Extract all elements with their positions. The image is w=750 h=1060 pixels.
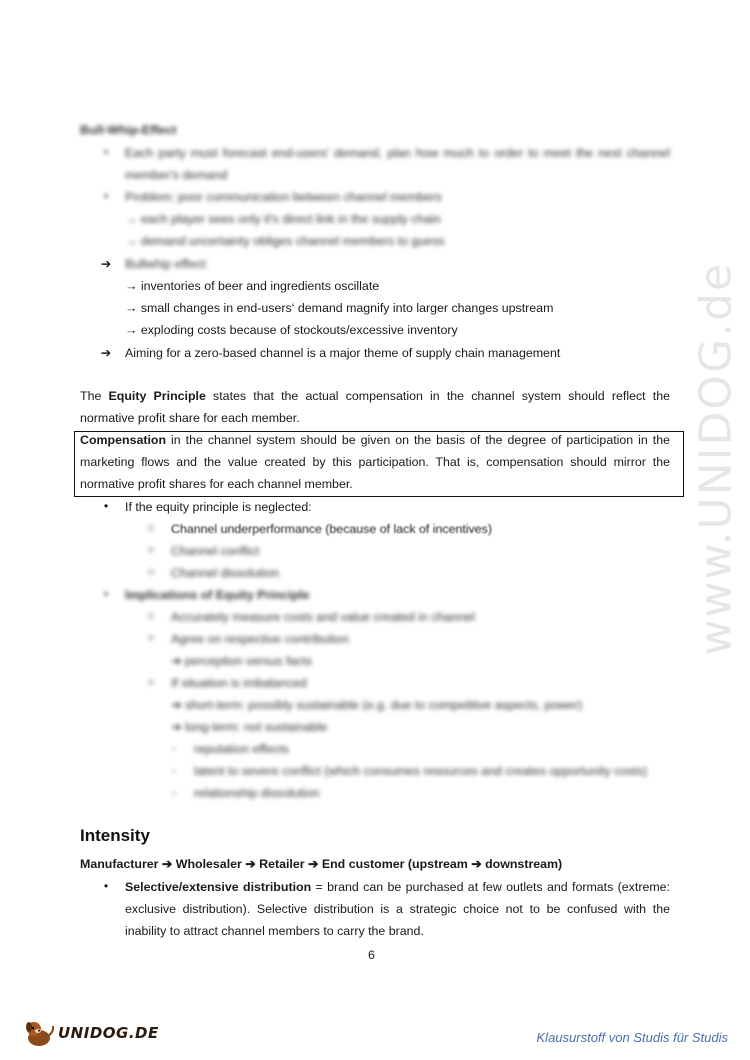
dash-bullet: - (171, 741, 177, 755)
dash-bullet: - (171, 763, 177, 777)
selective-distribution-line-2: exclusive distribution). Selective distribution is a strategic choice not to be confused with the (125, 902, 670, 916)
blurred-channel-dissolution: Channel dissolution (171, 566, 280, 580)
bullwhip-point-1: → inventories of beer and ingredients oscillate (125, 279, 380, 293)
blurred-section-title: Bull-Whip-Effect (80, 123, 177, 137)
blurred-bullet-1-line-2: member's demand (125, 168, 228, 182)
equity-paragraph-line-1: The Equity Principle states that the actual compensation in the channel system should reflect the (80, 389, 670, 403)
compensation-line-3: normative profit shares for each channel member. (80, 477, 353, 491)
blurred-implication-3e: relationship dissolution (194, 786, 320, 800)
circle-bullet-icon: ○ (147, 565, 155, 579)
bullet-dot: • (103, 189, 109, 203)
logo-text: UNIDOG.DE (58, 1024, 159, 1042)
compensation-line-2: marketing flows and the value created by this participation. That is, compensation should mirror the (80, 455, 670, 469)
dash-bullet: - (171, 785, 177, 799)
blurred-implication-3c: reputation effects (194, 742, 289, 756)
blurred-implications-title: Implications of Equity Principle (125, 588, 310, 602)
circle-bullet-icon: ○ (147, 543, 155, 557)
bullet-dot: • (103, 145, 109, 159)
selective-distribution-line-3: inability to attract channel members to carry the brand. (125, 924, 424, 938)
blurred-implication-3d: latent to severe conflict (which consumes resources and creates opportunity costs) (194, 764, 648, 778)
circle-bullet-icon: ○ (147, 609, 155, 623)
watermark: www.UNIDOG.de (690, 261, 742, 656)
blurred-bullet-2-line-1: Problem: poor communication between channel members (125, 190, 442, 204)
blurred-channel-conflict: Channel conflict (171, 544, 260, 558)
bullet-dot: • (103, 879, 109, 893)
dog-icon (22, 1018, 56, 1048)
circle-bullet-icon: ○ (147, 675, 155, 689)
arrow-bullet-icon: ➔ (100, 257, 112, 271)
circle-bullet-icon: ○ (147, 521, 155, 535)
blurred-bullet-2-line-2: → each player sees only it's direct link in the supply chain (125, 212, 441, 226)
blurred-implication-2: Agree on respective contribution (171, 632, 349, 646)
equity-paragraph-line-2: normative profit share for each member. (80, 411, 300, 425)
footer-slogan: Klausurstoff von Studis für Studis (536, 1030, 728, 1045)
bullet-dot: • (103, 587, 109, 601)
unidog-logo (22, 1018, 159, 1048)
selective-distribution-line-1: Selective/extensive distribution = brand can be purchased at few outlets and formats (extreme: (125, 880, 670, 894)
blurred-bullet-1-line-1: Each party must forecast end-users' demand, plan how much to order to meet the next channel (125, 146, 670, 160)
compensation-line-1: Compensation in the channel system should be given on the basis of the degree of participation in the (80, 433, 670, 447)
blurred-implication-2a: ➔ perception versus facts (171, 654, 313, 668)
bullwhip-point-2: → small changes in end-users‘ demand magnify into larger changes upstream (125, 301, 554, 315)
blurred-bullet-2-line-3: → demand uncertainty obliges channel members to guess (125, 234, 445, 248)
bullet-dot: • (103, 499, 109, 513)
page-number: 6 (368, 948, 375, 962)
blurred-implication-3: If situation is imbalanced (171, 676, 307, 690)
zero-based-channel-note: Aiming for a zero-based channel is a major theme of supply chain management (125, 346, 561, 360)
underperformance-item: Channel underperformance (because of lack of incentives) (171, 522, 492, 536)
circle-bullet-icon: ○ (147, 631, 155, 645)
distribution-chain: Manufacturer ➔ Wholesaler ➔ Retailer ➔ End customer (upstream ➔ downstream) (80, 857, 563, 871)
blurred-implication-1: Accurately measure costs and value created in channel (171, 610, 475, 624)
blurred-implication-3b: ➔ long-term: not sustainable (171, 720, 328, 734)
bullwhip-point-3: → exploding costs because of stockouts/excessive inventory (125, 323, 458, 337)
intensity-heading: Intensity (80, 826, 150, 845)
blurred-implication-3a: ➔ short-term: possibly sustainable (e.g. due to competitive aspects, power) (171, 698, 583, 712)
arrow-bullet-icon: ➔ (100, 346, 112, 360)
bullwhip-heading: Bullwhip effect: (125, 257, 209, 271)
equity-neglected-item: If the equity principle is neglected: (125, 500, 312, 514)
